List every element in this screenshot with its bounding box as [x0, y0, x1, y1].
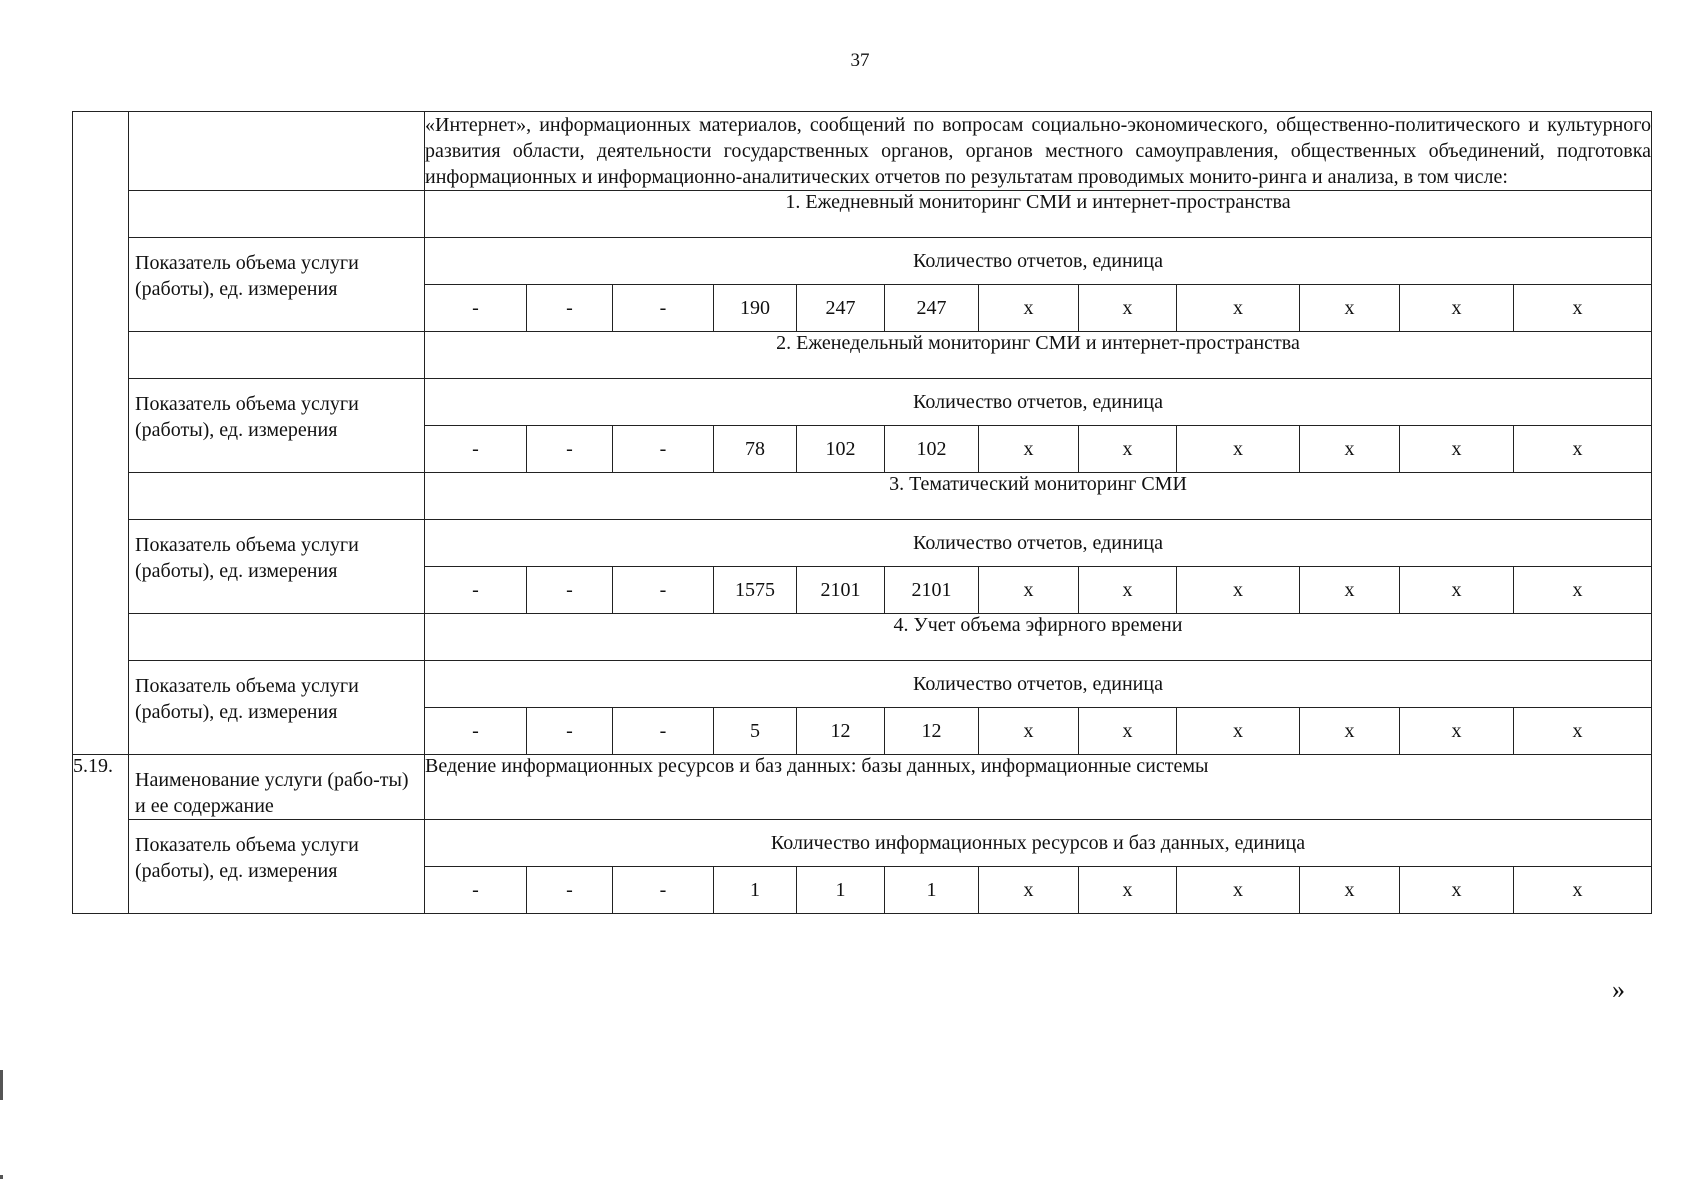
indicator-row: [73, 238, 1652, 332]
value-cell: x: [1299, 426, 1399, 472]
indicator-label: [129, 520, 425, 614]
unit-label: Количество отчетов, единица: [425, 379, 1651, 426]
value-cell: x: [1513, 867, 1641, 913]
value-cell: x: [1176, 708, 1299, 754]
value-cell: -: [526, 426, 612, 472]
service-volume-table: [72, 111, 1652, 914]
value-cell: x: [978, 285, 1078, 331]
indicator-label-text: Показатель объема услуги (работы), ед. измерения: [135, 534, 359, 582]
value-cell: -: [526, 708, 612, 754]
value-cell: x: [1176, 867, 1299, 913]
values-row: [425, 567, 1651, 613]
value-cell: -: [526, 285, 612, 331]
value-cell: -: [472, 719, 479, 742]
value-cell: x: [1299, 708, 1399, 754]
values-row: [425, 426, 1651, 472]
indicator-row: [73, 520, 1652, 614]
value-cell: -: [612, 285, 713, 331]
indicator-label-text: Показатель объема услуги (работы), ед. измерения: [135, 675, 359, 723]
value-cell: x: [1078, 567, 1176, 613]
value-cell: x: [1299, 867, 1399, 913]
indicator-label: [129, 379, 425, 473]
values-row: [425, 285, 1651, 331]
section-label-empty: [129, 191, 425, 238]
value-cell: -: [472, 878, 479, 901]
value-cell: 5: [713, 708, 796, 754]
item-number-empty: [73, 112, 129, 755]
section-heading: 3. Тематический мониторинг СМИ: [425, 473, 1652, 520]
value-cell: -: [612, 708, 713, 754]
unit-label: Количество информационных ресурсов и баз данных, единица: [425, 820, 1651, 867]
value-cell: 190: [713, 285, 796, 331]
page-number: 37: [850, 50, 870, 71]
indicator-label: [129, 820, 425, 914]
indicator-values: [425, 520, 1652, 614]
item-519-name-row: [73, 755, 1652, 820]
value-cell: x: [1078, 867, 1176, 913]
value-cell: x: [1399, 867, 1513, 913]
indicator-values: [425, 238, 1652, 332]
value-cell: x: [978, 426, 1078, 472]
section-label-empty: [129, 614, 425, 661]
section-heading: 1. Ежедневный мониторинг СМИ и интернет-пространства: [425, 191, 1652, 238]
value-cell: -: [472, 578, 479, 601]
value-cell: x: [978, 567, 1078, 613]
intro-text: «Интернет», информационных материалов, сообщений по вопросам социально-экономического, общественно-политического и культурного развития области, деятельности государственных органов, органов местного самоуправления, общественных объединений, подготовка информационных и информационно-аналитических отчетов по результатам проводимых монито-ринга и анализа, в том числе:: [425, 112, 1652, 191]
value-cell: -: [612, 426, 713, 472]
indicator-values: [425, 661, 1652, 755]
indicator-label-text: Показатель объема услуги (работы), ед. измерения: [135, 252, 359, 300]
value-cell: 12: [796, 708, 884, 754]
values-row: [425, 867, 1651, 913]
item-519-indicator-row: [73, 820, 1652, 914]
indicator-row: [73, 379, 1652, 473]
indicator-values: [425, 820, 1652, 914]
intro-label-empty: [129, 112, 425, 191]
value-cell: 1: [796, 867, 884, 913]
indicator-row: [73, 661, 1652, 755]
section-label-empty: [129, 473, 425, 520]
intro-row: [73, 112, 1652, 191]
value-cell: x: [978, 867, 1078, 913]
indicator-label-text: Показатель объема услуги (работы), ед. измерения: [135, 834, 359, 882]
section-heading-row: [73, 332, 1652, 379]
value-cell: -: [472, 296, 479, 319]
value-cell: 1575: [713, 567, 796, 613]
value-cell: 247: [796, 285, 884, 331]
section-heading-row: [73, 191, 1652, 238]
value-cell: x: [1399, 426, 1513, 472]
value-cell: 1: [884, 867, 978, 913]
indicator-label: [129, 661, 425, 755]
item-number: 5.19.: [73, 755, 129, 914]
section-heading: 2. Еженедельный мониторинг СМИ и интернет-пространства: [425, 332, 1652, 379]
unit-label: Количество отчетов, единица: [425, 238, 1651, 285]
section-label-empty: [129, 332, 425, 379]
scan-margin-mark: [0, 1175, 3, 1179]
value-cell: x: [978, 708, 1078, 754]
value-cell: -: [526, 867, 612, 913]
indicator-label-text: Показатель объема услуги (работы), ед. измерения: [135, 393, 359, 441]
value-cell: 1: [713, 867, 796, 913]
section-heading-row: [73, 614, 1652, 661]
value-cell: x: [1078, 285, 1176, 331]
value-cell: x: [1176, 285, 1299, 331]
value-cell: x: [1078, 708, 1176, 754]
value-cell: x: [1513, 426, 1641, 472]
value-cell: 102: [884, 426, 978, 472]
section-heading-row: [73, 473, 1652, 520]
value-cell: -: [526, 567, 612, 613]
section-heading: 4. Учет объема эфирного времени: [425, 614, 1652, 661]
value-cell: -: [472, 437, 479, 460]
unit-label: Количество отчетов, единица: [425, 520, 1651, 567]
value-cell: x: [1176, 567, 1299, 613]
value-cell: x: [1299, 567, 1399, 613]
indicator-values: [425, 379, 1652, 473]
value-cell: x: [1513, 567, 1641, 613]
scan-margin-mark: [0, 1070, 3, 1100]
service-description: Ведение информационных ресурсов и баз данных: базы данных, информационные системы: [425, 755, 1652, 820]
value-cell: x: [1399, 285, 1513, 331]
value-cell: 2101: [884, 567, 978, 613]
value-cell: x: [1513, 708, 1641, 754]
value-cell: x: [1513, 285, 1641, 331]
values-row: [425, 708, 1651, 754]
closing-quote: »: [1612, 975, 1625, 1004]
value-cell: 12: [884, 708, 978, 754]
value-cell: 247: [884, 285, 978, 331]
value-cell: 2101: [796, 567, 884, 613]
value-cell: 78: [713, 426, 796, 472]
indicator-label: [129, 238, 425, 332]
unit-label: Количество отчетов, единица: [425, 661, 1651, 708]
value-cell: x: [1399, 567, 1513, 613]
value-cell: x: [1176, 426, 1299, 472]
value-cell: x: [1078, 426, 1176, 472]
service-name-label-text: Наименование услуги (рабо-ты) и ее содержание: [135, 769, 409, 817]
value-cell: -: [612, 867, 713, 913]
value-cell: x: [1299, 285, 1399, 331]
service-name-label: [129, 755, 425, 820]
value-cell: 102: [796, 426, 884, 472]
value-cell: -: [612, 567, 713, 613]
value-cell: x: [1399, 708, 1513, 754]
